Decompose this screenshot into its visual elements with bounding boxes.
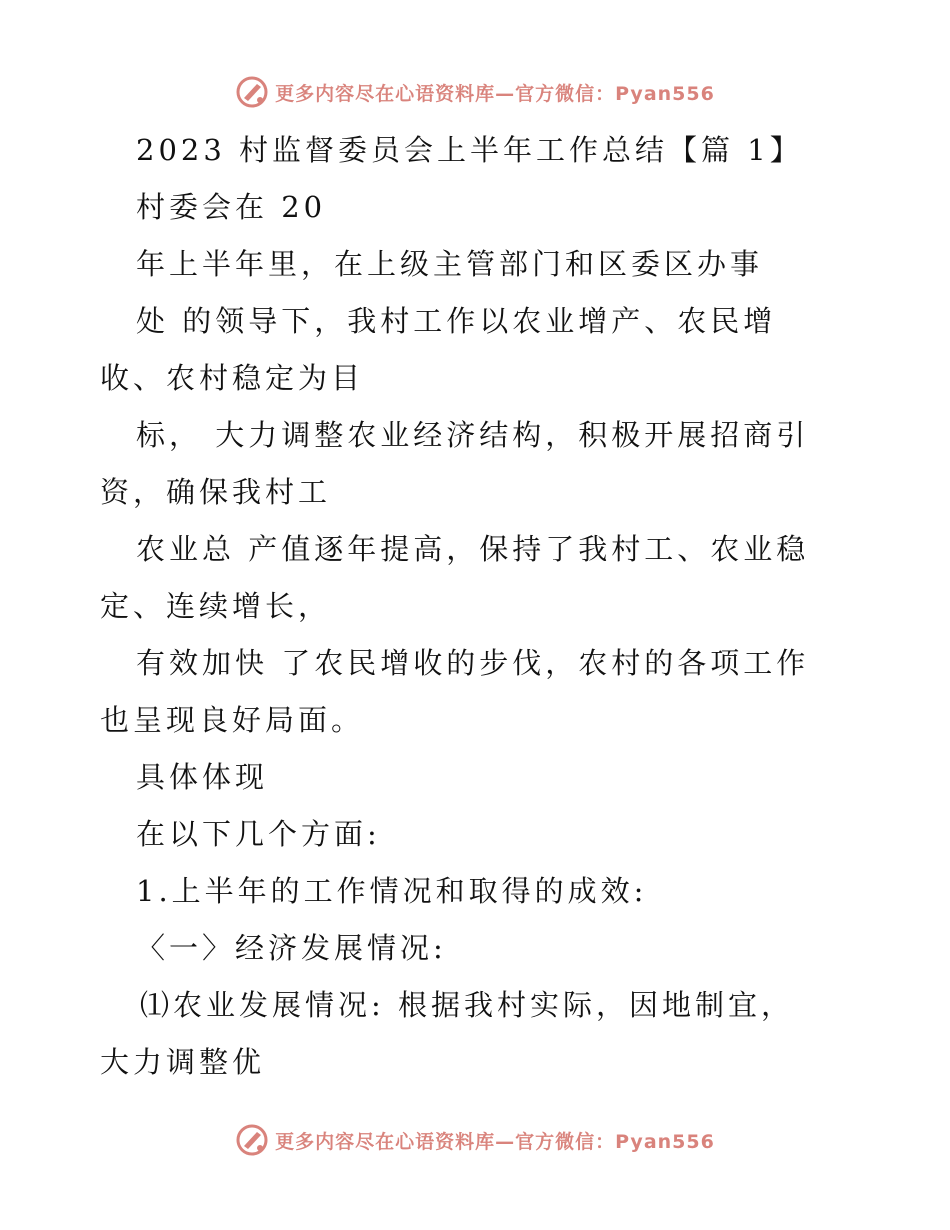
paragraph-line: 处 的领导下，我村工作以农业增产、农民增 (136, 304, 777, 338)
paragraph-line: 有效加快 了农民增收的步伐，农村的各项工作 (136, 646, 810, 680)
document-body (100, 122, 860, 1091)
watermark-text: 更多内容尽在心语资料库—官方微信：Pyan556 (275, 82, 715, 105)
header-watermark (0, 72, 950, 112)
subsection-heading: 〈一〉经济发展情况: (136, 931, 447, 965)
paragraph-line: 收、农村稳定为目 (100, 361, 365, 395)
section-heading: 1.上半年的工作情况和取得的成效: (136, 874, 648, 908)
paragraph-line: 大力调整优 (100, 1045, 266, 1079)
watermark-text: 更多内容尽在心语资料库—官方微信：Pyan556 (275, 1130, 715, 1153)
footer-watermark (0, 1120, 950, 1160)
paragraph-line: 标， 大力调整农业经济结构，积极开展招商引 (136, 418, 810, 452)
paragraph-line: 年上半年里，在上级主管部门和区委区办事 (136, 247, 764, 281)
paragraph-line: 资，确保我村工 (100, 475, 332, 509)
brand-logo-icon (235, 1123, 269, 1157)
paragraph-line: ⑴农业发展情况: 根据我村实际，因地制宜， (140, 988, 794, 1022)
paragraph-line: 具体体现 (136, 760, 269, 794)
paragraph-line: 定、连续增长， (100, 589, 332, 623)
paragraph-line: 村委会在 20 (136, 190, 327, 224)
brand-logo-icon (235, 75, 269, 109)
paragraph-line: 在以下几个方面: (136, 817, 381, 851)
paragraph-line: 也呈现良好局面。 (100, 703, 365, 737)
paragraph-line: 农业总 产值逐年提高，保持了我村工、农业稳 (136, 532, 810, 566)
document-title: 2023 村监督委员会上半年工作总结【篇 1】 (136, 133, 803, 167)
